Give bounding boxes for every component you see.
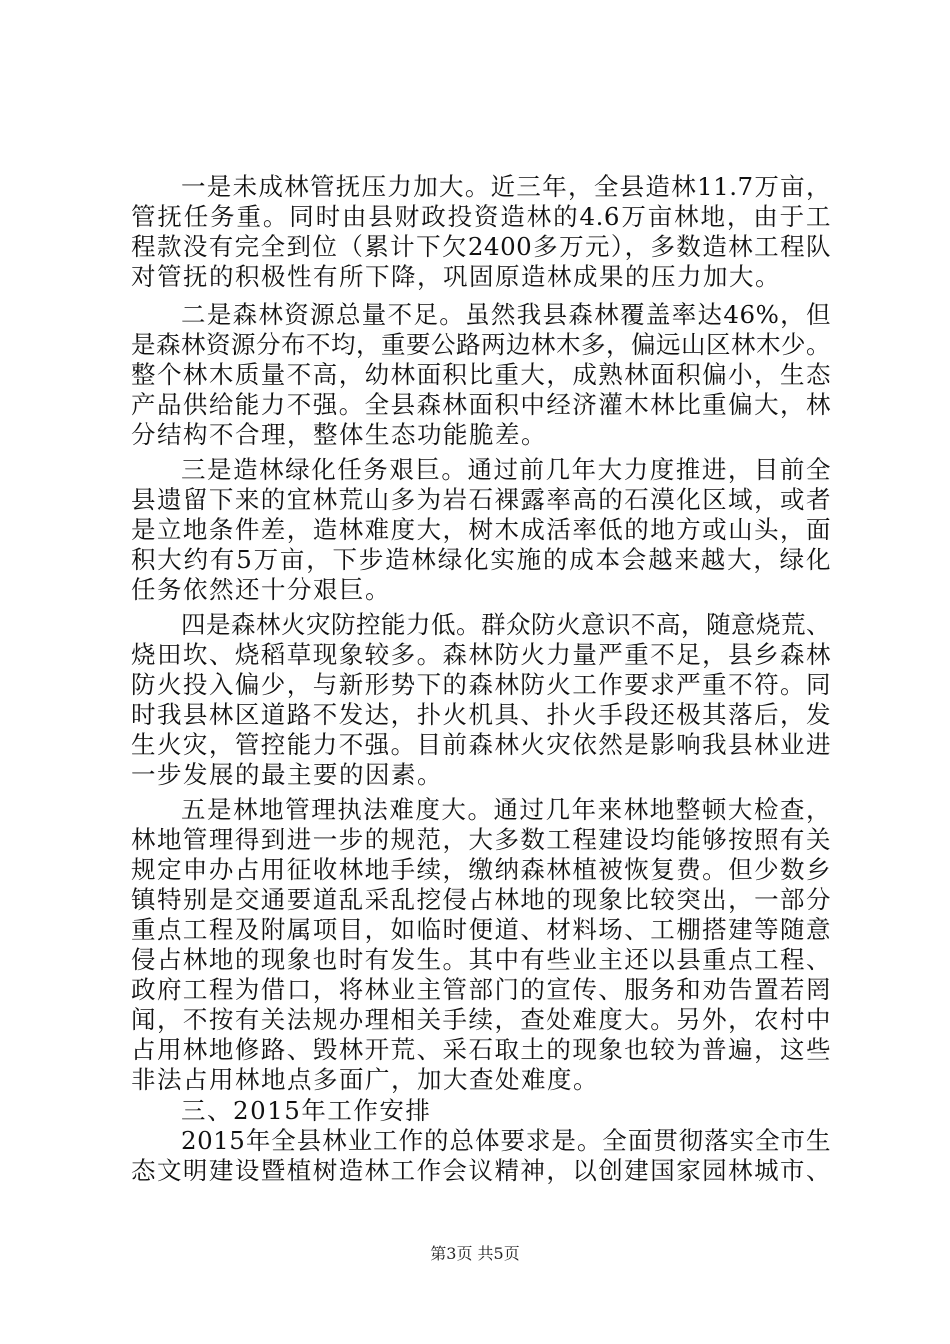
para-5-line-7: 政府工程为借口，将林业主管部门的宣传、服务和劝告置若罔 [131,975,831,1004]
para-3-line-1: 三是造林绿化任务艰巨。通过前几年大力度推进，目前全 [181,455,831,484]
para-2-line-4: 产品供给能力不强。全县森林面积中经济灌木林比重偏大，林 [131,390,831,419]
para-5-line-6: 侵占林地的现象也时有发生。其中有些业主还以县重点工程、 [131,945,831,974]
para-2-line-3: 整个林木质量不高，幼林面积比重大，成熟林面积偏小，生态 [131,360,831,389]
para-2-line-5: 分结构不合理，整体生态功能脆差。 [131,420,547,449]
section-heading: 三、2015年工作安排 [181,1096,432,1125]
para-5-line-9: 占用林地修路、毁林开荒、采石取土的现象也较为普遍，这些 [131,1035,831,1064]
para-2-line-2: 是森林资源分布不均，重要公路两边林木多，偏远山区林木少。 [131,330,831,359]
para-5-line-3: 规定申办占用征收林地手续，缴纳森林植被恢复费。但少数乡 [131,855,831,884]
para-4-line-3: 防火投入偏少，与新形势下的森林防火工作要求严重不符。同 [131,670,831,699]
para-2-line-1: 二是森林资源总量不足。虽然我县森林覆盖率达46%，但 [181,300,831,329]
para-3-line-4: 积大约有5万亩，下步造林绿化实施的成本会越来越大，绿化 [131,545,831,574]
para-4-line-2: 烧田坎、烧稻草现象较多。森林防火力量严重不足，县乡森林 [131,640,831,669]
para-4-line-1: 四是森林火灾防控能力低。群众防火意识不高，随意烧荒、 [181,610,831,639]
para-3-line-3: 是立地条件差，造林难度大，树木成活率低的地方或山头，面 [131,515,831,544]
para-4-line-6: 一步发展的最主要的因素。 [131,760,443,789]
para-6-line-1: 2015年全县林业工作的总体要求是。全面贯彻落实全市生 [181,1126,831,1155]
para-6-line-2: 态文明建设暨植树造林工作会议精神，以创建国家园林城市、 [131,1156,831,1185]
para-5-line-4: 镇特别是交通要道乱采乱挖侵占林地的现象比较突出，一部分 [131,885,831,914]
para-1-line-1: 一是未成林管抚压力加大。近三年，全县造林11.7万亩， [181,172,831,201]
para-5-line-5: 重点工程及附属项目，如临时便道、材料场、工棚搭建等随意 [131,915,831,944]
para-3-line-5: 任务依然还十分艰巨。 [131,575,391,604]
para-4-line-5: 生火灾，管控能力不强。目前森林火灾依然是影响我县林业进 [131,730,831,759]
para-5-line-8: 闻，不按有关法规办理相关手续，查处难度大。另外，农村中 [131,1005,831,1034]
para-4-line-4: 时我县林区道路不发达，扑火机具、扑火手段还极其落后，发 [131,700,831,729]
para-1-line-4: 对管抚的积极性有所下降，巩固原造林成果的压力加大。 [131,262,781,291]
page-number-footer: 第3页 共5页 [430,1244,520,1263]
para-5-line-10: 非法占用林地点多面广，加大查处难度。 [131,1065,599,1094]
para-1-line-2: 管抚任务重。同时由县财政投资造林的4.6万亩林地，由于工 [131,202,831,231]
para-3-line-2: 县遗留下来的宜林荒山多为岩石裸露率高的石漠化区域，或者 [131,485,831,514]
para-5-line-1: 五是林地管理执法难度大。通过几年来林地整顿大检查， [181,795,831,824]
para-1-line-3: 程款没有完全到位（累计下欠2400多万元），多数造林工程队 [131,232,831,261]
para-5-line-2: 林地管理得到进一步的规范，大多数工程建设均能够按照有关 [131,825,831,854]
